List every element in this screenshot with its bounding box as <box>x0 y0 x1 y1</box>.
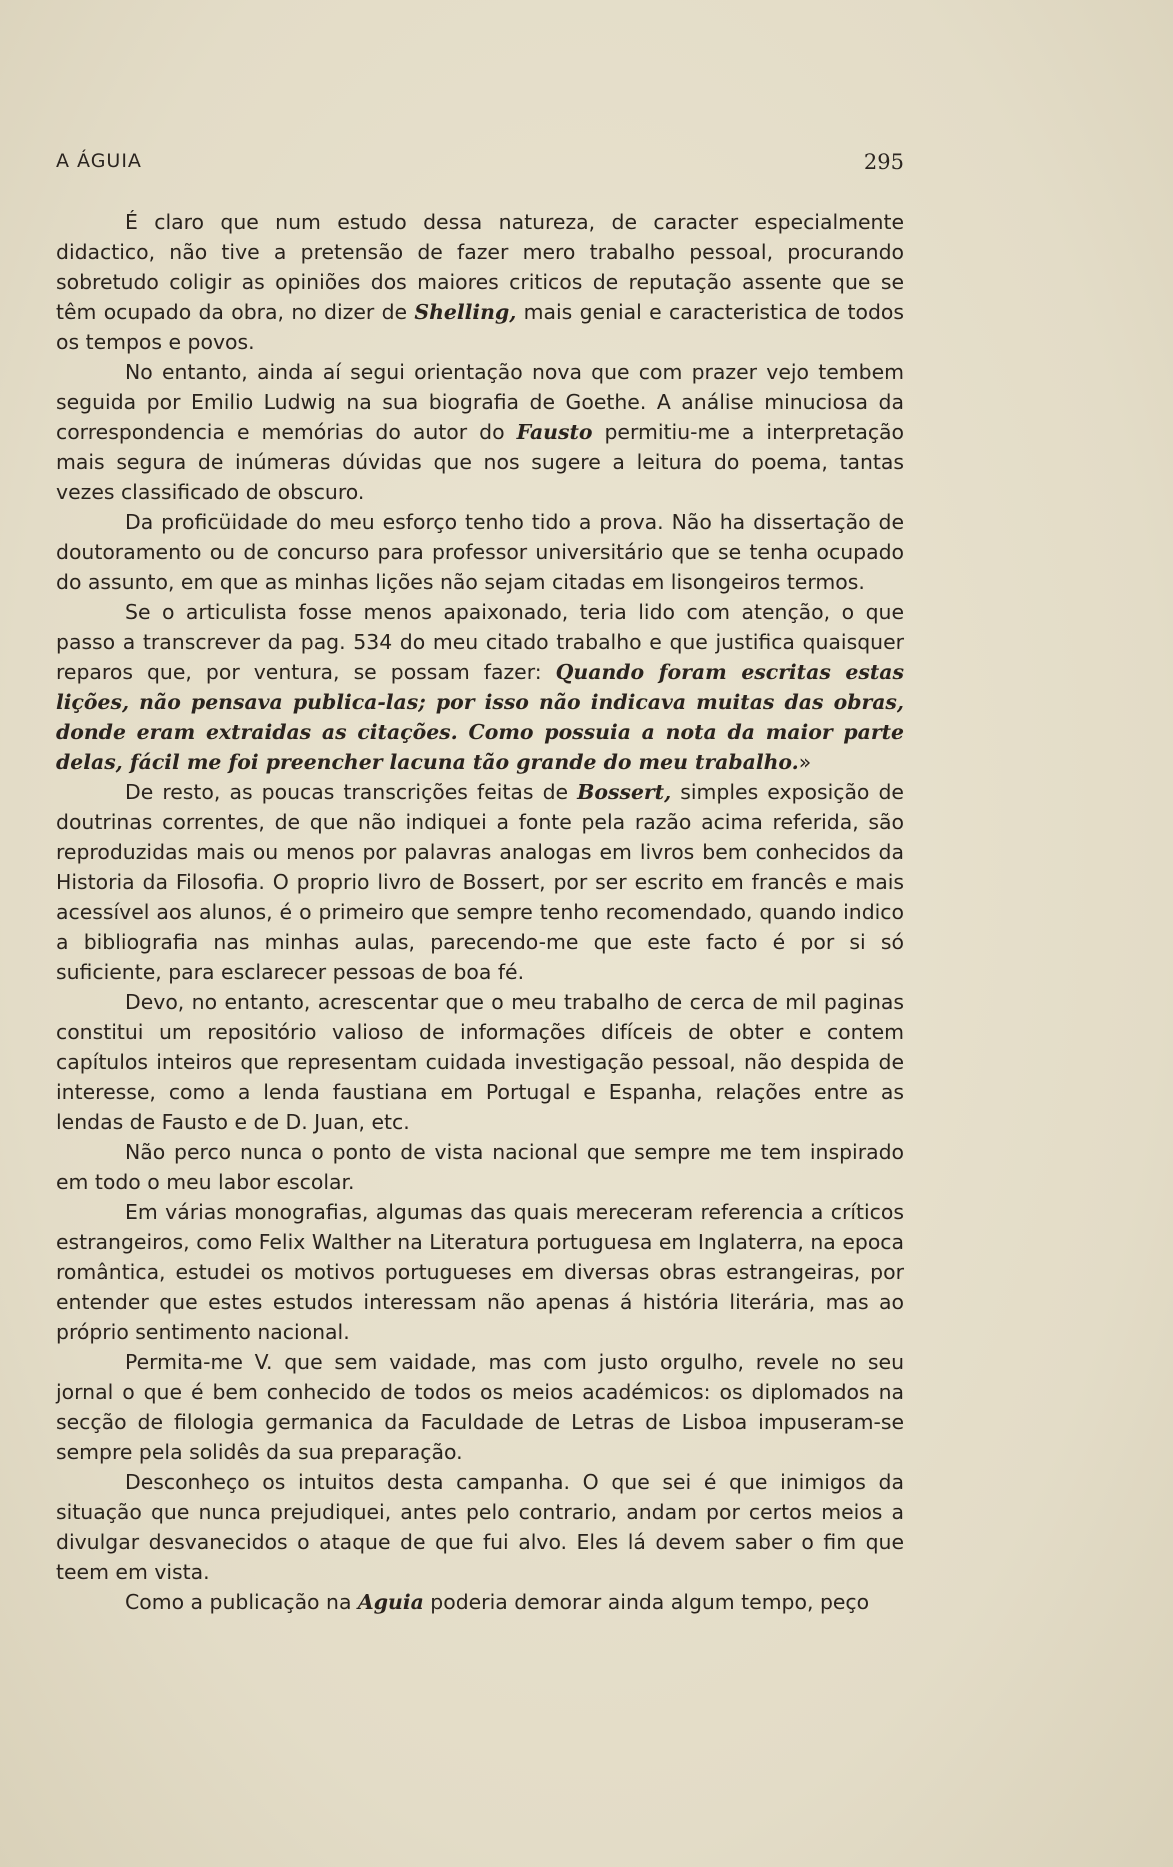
page-header <box>56 150 904 186</box>
paragraph <box>56 1587 904 1617</box>
running-title: A ÁGUIA <box>56 150 142 172</box>
text-run: De resto, as poucas transcrições feitas de <box>125 780 578 804</box>
text-run: Devo, no entanto, acrescentar que o meu trabalho de cerca de mil paginas constitui um repositório valioso de informações difíceis de obter e contem capítulos inteiros que representam cuidada investigação pessoal, não despida de interesse, como a lenda faustiana em Portugal e Espanha, relações entre as lendas de Fausto e de D. Juan, etc. <box>56 990 904 1134</box>
paragraph <box>56 507 904 597</box>
text-run: É claro que num estudo dessa natureza, de caracter especialmente didactico, não tive a pretensão de fazer mero trabalho pessoal, procurando sobretudo coligir as opiniões dos maiores criticos de reputação assente que se têm ocupado da obra, no dizer de <box>56 210 904 324</box>
italic-text: Fausto <box>516 420 593 444</box>
body-text <box>56 207 904 1617</box>
paragraph <box>56 777 904 987</box>
text-run: » <box>798 750 812 774</box>
text-run: simples exposição de doutrinas correntes, de que não indiquei a fonte pela razão acima referida, são reproduzidas mais ou menos por palavras analogas em livros bem conhecidos da Historia da Filosofia. O proprio livro de Bossert, por ser escrito em francês e mais acessível aos alunos, é o primeiro que sempre tenho recomendado, quando indico a bibliografia nas minhas aulas, parecendo-me que este facto é por si só suficiente, para esclarecer pessoas de boa fé. <box>56 780 904 984</box>
text-run: poderia demorar ainda algum tempo, peço <box>423 1590 870 1614</box>
paragraph <box>56 1197 904 1347</box>
text-run: mais genial e caracteristica de todos os tempos e povos. <box>56 300 904 354</box>
text-run: No entanto, ainda aí segui orientação nova que com prazer vejo tembem seguida por Emilio Ludwig na sua biografia de Goethe. A análise minuciosa da correspondencia e memórias do autor do <box>56 360 904 444</box>
italic-text: Shelling, <box>414 300 517 324</box>
text-run: permitiu-me a interpretação mais segura de inúmeras dúvidas que nos sugere a leitura do poema, tantas vezes classificado de obscuro. <box>56 420 905 504</box>
paragraph <box>56 207 904 357</box>
page-number: 295 <box>863 150 904 174</box>
paragraph <box>56 597 904 777</box>
italic-text: Aguia <box>357 1590 424 1614</box>
paragraph <box>56 987 904 1137</box>
paragraph <box>56 1467 904 1587</box>
paragraph <box>56 1137 904 1197</box>
text-run: Se o articulista fosse menos apaixonado, teria lido com atenção, o que passo a transcrever da pag. 534 do meu citado trabalho e que justifica quaisquer reparos que, por ventura, se possam fazer: <box>56 600 904 684</box>
text-run: Em várias monografias, algumas das quais mereceram referencia a críticos estrangeiros, como Felix Walther na Literatura portuguesa em Inglaterra, na epoca romântica, estudei os motivos portugueses em diversas obras estrangeiras, por entender que estes estudos interessam não apenas á história literária, mas ao próprio sentimento nacional. <box>56 1200 904 1344</box>
text-run: Desconheço os intuitos desta campanha. O que sei é que inimigos da situação que nunca prejudiquei, antes pelo contrario, andam por certos meios a divulgar desvanecidos o ataque de que fui alvo. Eles lá devem saber o fim que teem em vista. <box>56 1470 904 1584</box>
paragraph <box>56 357 904 507</box>
text-run: Não perco nunca o ponto de vista nacional que sempre me tem inspirado em todo o meu labor escolar. <box>56 1140 904 1194</box>
paragraph <box>56 1347 904 1467</box>
text-run: Da proficüidade do meu esforço tenho tido a prova. Não ha dissertação de doutoramento ou de concurso para professor universitário que se tenha ocupado do assunto, em que as minhas lições não sejam citadas em lisongeiros termos. <box>56 510 904 594</box>
italic-text: Quando foram escritas estas lições, não pensava publica-las; por isso não indicava muitas das obras, donde eram extraidas as citações. Como possuia a nota da maior parte delas, fácil me foi preencher lacuna tão grande do meu trabalho. <box>56 660 905 774</box>
text-run: Permita-me V. que sem vaidade, mas com justo orgulho, revele no seu jornal o que é bem conhecido de todos os meios académicos: os diplomados na secção de filologia germanica da Faculdade de Letras de Lisboa impuseram-se sempre pela solidês da sua preparação. <box>56 1350 904 1464</box>
text-run: Como a publicação na <box>125 1590 358 1614</box>
italic-text: Bossert, <box>577 780 672 804</box>
